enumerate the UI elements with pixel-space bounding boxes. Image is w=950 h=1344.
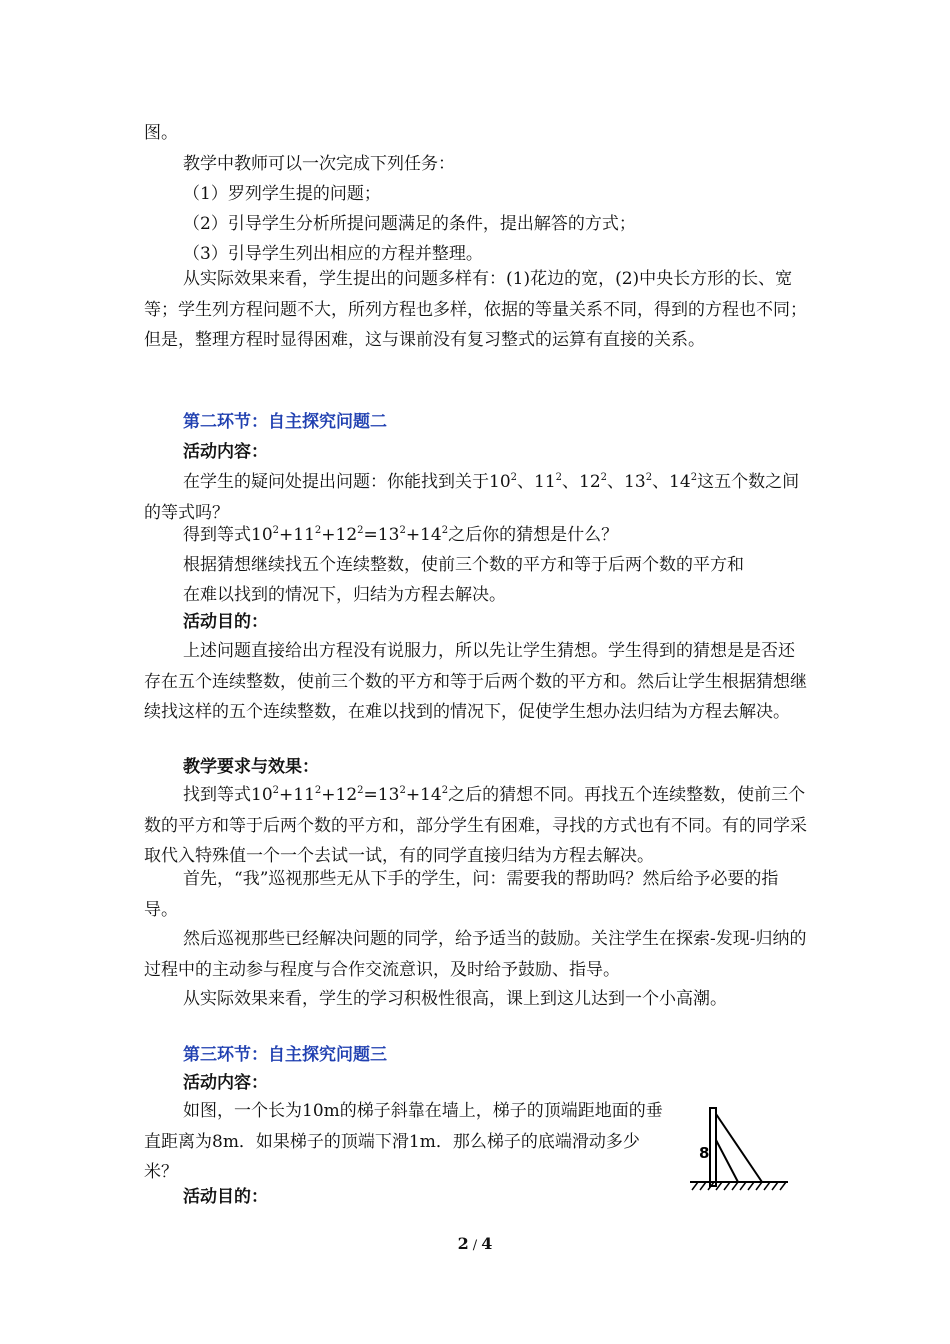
section3-purpose-label: 活动目的： bbox=[183, 1187, 268, 1207]
page-number-current: 2 bbox=[457, 1234, 469, 1253]
page-number-separator: / bbox=[472, 1238, 478, 1253]
section2-question-1: 在学生的疑问处提出问题：你能找到关于$10^2$、$11^2$、$12^2$、$13^2$、$14^2$这五个数之间的等式吗？ bbox=[144, 472, 800, 523]
paragraph-effect: 从实际效果来看，学生提出的问题多样有：(1)花边的宽，(2)中央长方形的长、宽等；学生列方程问题不大，所列方程也多样，依据的等量关系不同，得到的方程也不同；但是，整理方程时显得困难，这与课前没有复习整式的运算有直接的关系。 bbox=[144, 269, 807, 350]
task-item-3: （3）引导学生列出相应的方程并整理。 bbox=[183, 244, 483, 264]
page-number-total: 4 bbox=[481, 1234, 493, 1253]
figure-height-label: 8 bbox=[699, 1144, 710, 1162]
page-footer bbox=[0, 1234, 950, 1253]
wall-shape bbox=[710, 1108, 716, 1186]
section2-heading: 第二环节：自主探究问题二 bbox=[183, 412, 387, 432]
section2-purpose-text: 上述问题直接给出方程没有说服力，所以先让学生猜想。学生得到的猜想是是否还存在五个连续整数，使前三个数的平方和等于后两个数的平方和。然后让学生根据猜想继续找这样的五个连续整数，在难以找到的情况下，促使学生想办法归结为方程去解决。 bbox=[144, 641, 807, 722]
paragraph-fig-end: 图。 bbox=[144, 123, 178, 143]
ladder-line-1 bbox=[716, 1114, 762, 1182]
section3-content-label: 活动内容： bbox=[183, 1073, 268, 1093]
section2-requirement-4: 从实际效果来看，学生的学习积极性很高，课上到这儿达到一个小高潮。 bbox=[183, 989, 727, 1009]
task-item-2: （2）引导学生分析所提问题满足的条件，提出解答的方式； bbox=[183, 214, 636, 234]
ladder-line-2 bbox=[716, 1140, 738, 1182]
section2-question-3-line2: 在难以找到的情况下，归结为方程去解决。 bbox=[183, 585, 506, 605]
section2-requirement-1: 找到等式$10^2+11^2+12^2=13^2+14^2$之后的猜想不同。再找五个连续整数，使前三个数的平方和等于后两个数的平方和，部分学生有困难，寻找的方式也有不同。有的同学采取代入特殊值一个一个去试一试，有的同学直接归结为方程去解决。 bbox=[144, 785, 807, 866]
paragraph-teacher-tasks: 教学中教师可以一次完成下列任务： bbox=[183, 154, 455, 174]
section2-question-3-line1: 根据猜想继续找五个连续整数，使前三个数的平方和等于后两个数的平方和 bbox=[183, 555, 744, 575]
ground-hatching bbox=[692, 1182, 786, 1190]
section2-purpose-label: 活动目的： bbox=[183, 612, 268, 632]
section3-heading: 第三环节：自主探究问题三 bbox=[183, 1045, 387, 1065]
section2-requirement-3: 然后巡视那些已经解决问题的同学，给予适当的鼓励。关注学生在探索-发现-归纳的过程中的主动参与程度与合作交流意识，及时给予鼓励、指导。 bbox=[144, 929, 807, 980]
section2-question-2: 得到等式$10^2+11^2+12^2=13^2+14^2$之后你的猜想是什么？ bbox=[183, 525, 619, 545]
task-item-1: （1）罗列学生提的问题； bbox=[183, 184, 381, 204]
section2-requirement-2: 首先，“我”巡视那些无从下手的学生，问：需要我的帮助吗？然后给予必要的指导。 bbox=[144, 869, 779, 920]
section2-content-label: 活动内容： bbox=[183, 442, 268, 462]
section2-requirement-label: 教学要求与效果： bbox=[183, 757, 319, 777]
section3-problem: 如图，一个长为10m的梯子斜靠在墙上，梯子的顶端距地面的垂直距离为8m．如果梯子的顶端下滑1m．那么梯子的底端滑动多少米？ bbox=[144, 1101, 663, 1182]
ladder-figure bbox=[688, 1100, 790, 1192]
